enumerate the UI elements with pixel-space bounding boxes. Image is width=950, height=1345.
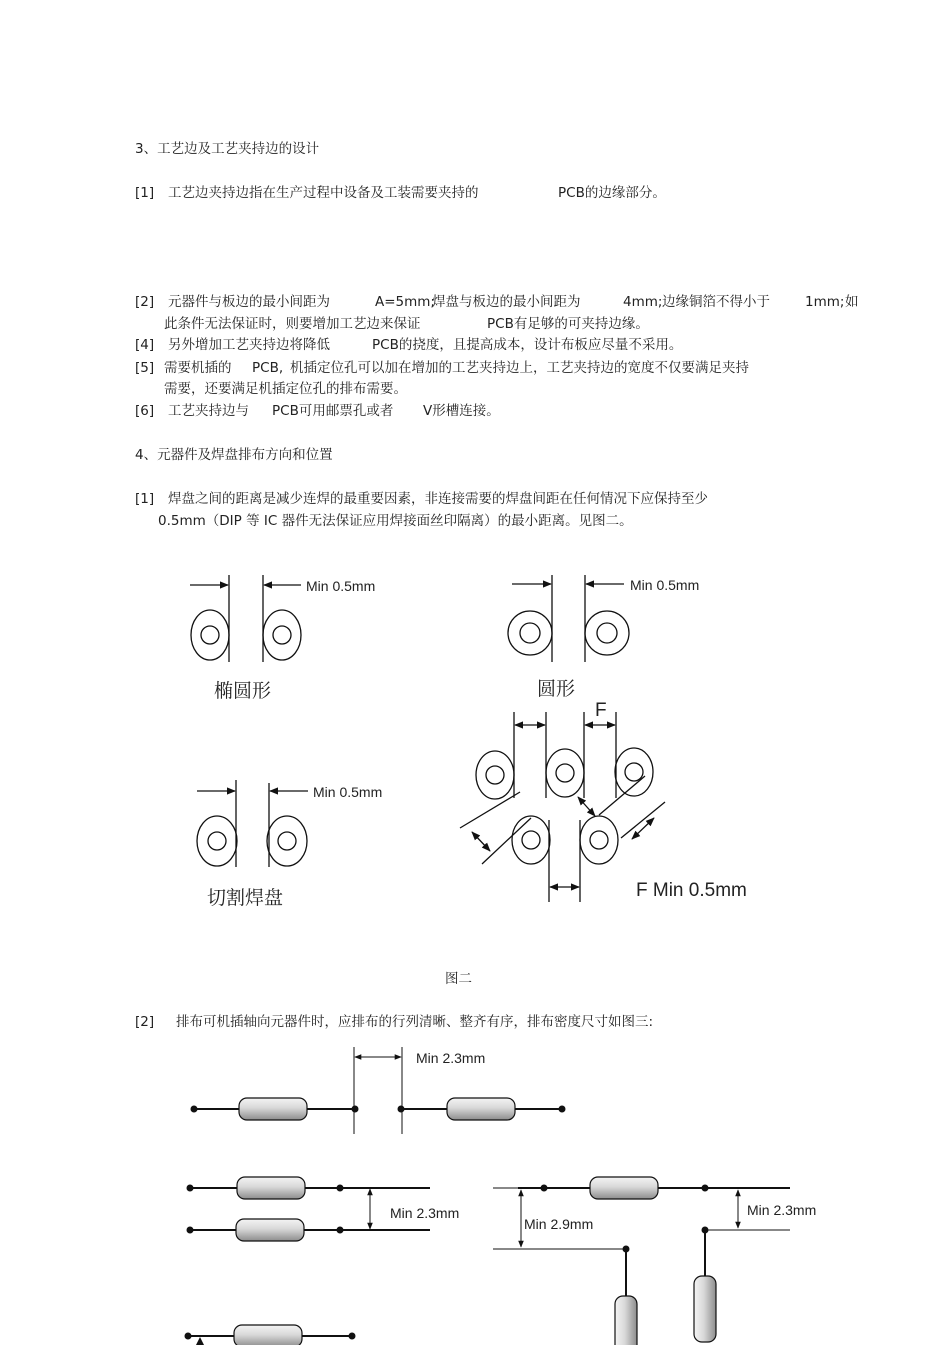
section4-heading: 4、元器件及焊盘排布方向和位置 [135,447,333,463]
item-text: 此条件无法保证时，则要增加工艺边来保证 [164,316,421,332]
min-spacing-label: Min 2.3mm [416,1050,486,1066]
item-number: [2] [135,294,155,310]
horizontal-end-spacing-diagram [192,1047,565,1134]
round-pad-label: 圆形 [537,678,576,700]
item-text: 0.5mm（DIP 等 IC 器件无法保证应用焊接面丝印隔离）的最小距离。见图二。 [158,513,633,529]
item-text: 机插定位孔可以加在增加的工艺夹持边上，工艺夹持边的宽度不仅要满足夹持 [290,360,749,376]
item-text: V形槽连接。 [423,403,500,419]
item-text: 焊盘之间的距离是减少连焊的最重要因素，非连接需要的焊盘间距在任何情况下应保持至少 [168,491,708,507]
item-text: PCB, [252,360,284,376]
item-text: 另外增加工艺夹持边将降低 [168,337,330,353]
min-spacing-label: Min 2.3mm [747,1202,817,1218]
item-text: PCB可用邮票孔或者 [272,403,394,419]
item-number: [6] [135,403,155,419]
item-text: 4mm; [623,294,663,310]
min-spacing-label: Min 0.5mm [630,577,700,593]
item-text: 需要，还要满足机插定位孔的排布需要。 [164,381,407,397]
item-text: 边缘铜箔不得小于 [662,294,770,310]
figure-2-caption: 图二 [445,971,472,987]
item-number: [4] [135,337,155,353]
min-spacing-label: Min 0.5mm [306,578,376,594]
item-number: [5] [135,360,155,376]
item-text: A=5mm; [375,294,435,310]
item-number: [2] [135,1014,155,1030]
cut-pad-label: 切割焊盘 [207,887,284,909]
item-number: [1] [135,185,155,201]
min-spacing-label: Min 2.9mm [524,1216,594,1232]
item-text: PCB的挠度，且提高成本，设计布板应尽量不采用。 [372,337,683,353]
item-text: 1mm; [805,294,845,310]
mixed-orientation-spacing-diagram [493,1177,790,1345]
item-text: 排布可机插轴向元器件时，应排布的行列清晰、整齐有序，排布密度尺寸如图三: [176,1014,654,1030]
item-text: 工艺边夹持边指在生产过程中设备及工装需要夹持的 [168,185,479,201]
item-text: 焊盘与板边的最小间距为 [432,294,581,310]
item-text: PCB的边缘部分。 [558,185,666,201]
section3-heading: 3、工艺边及工艺夹持边的设计 [135,141,320,157]
f-min-label: F Min 0.5mm [636,880,747,901]
bottom-row-diagram [186,1325,355,1345]
oval-pad-label: 椭圆形 [214,680,272,702]
item-text: 工艺夹持边与 [168,403,249,419]
item-text: 如 [845,294,859,310]
item-text: 元器件与板边的最小间距为 [168,294,330,310]
min-spacing-label: Min 0.5mm [313,784,383,800]
item-text: PCB有足够的可夹持边缘。 [487,316,649,332]
item-number: [1] [135,491,155,507]
item-text: 需要机插的 [164,360,232,376]
min-spacing-label: Min 2.3mm [390,1205,460,1221]
f-dimension-label: F [595,700,607,721]
